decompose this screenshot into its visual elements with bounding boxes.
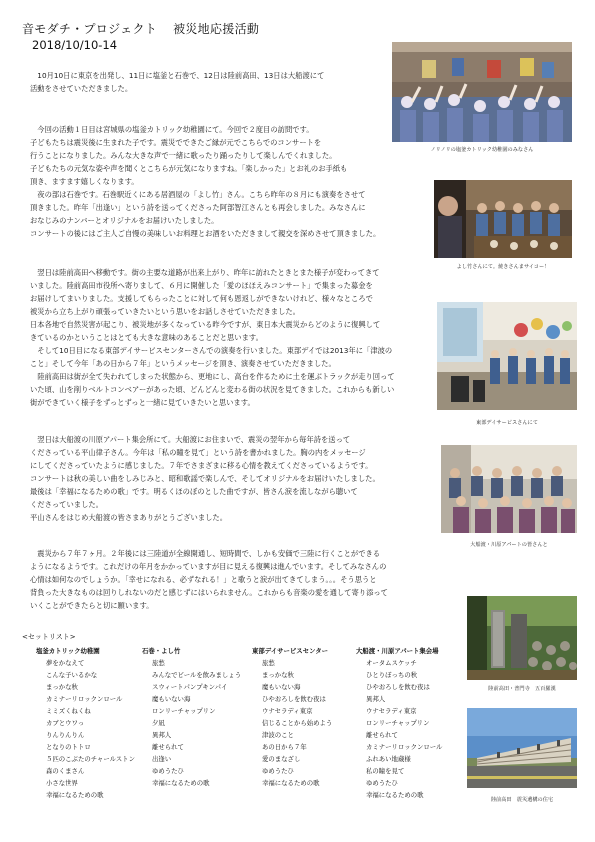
text-line: コンサートは秋の美しい曲をしみじみと、昭和歌謡で楽しんで、そしてオリジナルをお届けいたしました。: [30, 474, 380, 483]
setlist-song: 幸福になるための歌: [46, 791, 104, 799]
setlist-song: ゆめうたひ: [366, 779, 398, 787]
setlist-song: あの日から７年: [262, 743, 307, 751]
setlist-song: ５匹のこぶたのチャールストン: [46, 755, 135, 763]
text-line: いくことができたらと切に願います。: [30, 601, 154, 610]
setlist-song: ロンリーチャップリン: [152, 707, 216, 715]
setlist-song: こんな子いるかな: [46, 671, 98, 679]
setlist-song: 私の瞳を見て: [366, 767, 405, 775]
setlist-venue: 東部デイサービスセンター: [252, 647, 328, 655]
text-line: 夜の部は石巻です。石巻駅近くにある居酒屋の「よし竹」さん。こちら昨年の８月にも演奏をさせて: [30, 190, 366, 199]
text-line: 陸前高田は街が全て失われてしまった状態から、更地にし、高台を作るために土を運ぶトラックが走り回って: [30, 372, 395, 381]
text-line: そして10日目になる東部デイサービスセンターさんでの演奏を行いました。東部デイでは2013年に「津波の: [30, 346, 393, 355]
setlist-song: ゆめうたひ: [262, 767, 294, 775]
setlist-song: 旅愁: [262, 659, 275, 667]
text-line: 今回の活動１日目は宮城県の塩釜カトリック幼稚園にて。今回で２度目の訪問です。: [30, 125, 314, 134]
text-line: コンサートの後にはご主人ご自慢の美味しいお料理とお酒をいただきまして親交を深めさせて頂きました。: [30, 229, 381, 238]
text-line: 街ができていく様子をずっとずっと一緒に見ていきたいと思います。: [30, 398, 255, 407]
setlist-song: 魔もいない海: [152, 695, 191, 703]
setlist-song: 信じることから始めよう: [262, 719, 333, 727]
setlist-song: 異邦人: [152, 731, 172, 739]
project-name: 音モダチ・プロジェクト: [22, 22, 158, 36]
text-line: 子どもたちの元気な姿や声を聞くとこちらが元気になりますね。「楽しかった」とお礼のお手紙も: [30, 164, 348, 173]
text-line: 頂き、ますます嬉しくなります。: [30, 177, 139, 186]
setlist-song: 夕凪: [152, 719, 165, 727]
text-line: ようになるようです。これだけの年月をかかっていますが目に見える復興は進んでいます。そしてみなさんの: [30, 562, 387, 571]
setlist-song: 魔もいない海: [262, 683, 301, 691]
text-line: にしてくださっていたように感じました。７年でさまざまに移る心情を教えてくださっているようです。: [30, 461, 373, 470]
text-line: お届けしてまいりました。支援してもらったことに対して何も恩返しができないけれど、様々なところで: [30, 294, 373, 303]
text-line: 被災から立ち上がり頑張っていきたいという思いをお話しさせていただきました。: [30, 307, 300, 316]
caption-disaster-remains-housing: 陸前高田 震災遺構の住宅: [490, 797, 554, 803]
setlist-song: 異邦人: [366, 695, 386, 703]
text-line: 子どもたちは震災後に生まれた子です。震災でできたご縁が元でこちらでのコンサートを: [30, 138, 322, 147]
text-line: 10月10日に東京を出発し、11日に塩釜と石巻で、12日は陸前高田、13日は大船渡にて: [30, 71, 325, 80]
text-line: 最後は「幸福になるための歌」です。明るくほのぼのとした曲ですが、皆さん涙を流しながら聴いて: [30, 487, 358, 496]
setlist-venue: 塩釜カトリック幼稚園: [36, 647, 100, 655]
setlist-song: カミナーリロックンロール: [366, 743, 443, 751]
caption-tobu-day-service: 東部デイサービスさんにて: [476, 420, 538, 426]
caption-yoshitake: よし竹さんにて。焼きさんまサイコー！: [456, 264, 550, 270]
setlist-song: 森のくまさん: [46, 767, 85, 775]
text-line: 心情は如何なのでしょうか。「幸せになれる、必ずなれる！」と歌うと涙が出てきてしまう。。。そう思うと: [30, 575, 377, 584]
setlist-venue: 大船渡・川原アパート集会場: [356, 647, 439, 655]
text-line: いました。陸前高田市役所へ寄りまして、６月に開催した「愛のほほえみコンサート」で集まった募金を: [30, 281, 373, 290]
caption-fumonji-temple: 陸前高田・普門寺 五百羅漢: [488, 686, 556, 692]
setlist-venue: 石巻・よし竹: [142, 647, 181, 655]
setlist-song: ゆめうたひ: [152, 767, 184, 775]
setlist-song: ウナセラディ東京: [262, 707, 313, 715]
setlist-song: 幸福になるための歌: [262, 779, 320, 787]
setlist-song: 小さな世界: [46, 779, 78, 787]
paragraph-rikuzentakata: [30, 266, 395, 409]
text-line: 背負った大きなものは回りしれないのだと感じずにはいられません。これからも音楽の愛を通して寄り添って: [30, 588, 388, 597]
setlist-song: りんりんりん: [46, 731, 85, 739]
text-line: 活動をさせていただきました。: [30, 84, 133, 93]
setlist-song: ミミズくねくね: [46, 707, 91, 715]
setlist-song: 幸福になるための歌: [366, 791, 424, 799]
text-line: 行うことになりました。みんな大きな声で一緒に歌ったり踊ったりして楽しんでくれました。: [30, 151, 337, 160]
paragraph-closing: [30, 547, 388, 612]
setlist-song: カミナーリロックンロール: [46, 695, 123, 703]
photo-tobu-day-service: [437, 302, 577, 410]
setlist-column-ofunato: [356, 645, 442, 801]
setlist-song: カブとウワっ: [46, 719, 85, 727]
setlist-song: となりのトトロ: [46, 743, 91, 751]
setlist-column-yoshitake: [142, 645, 241, 789]
setlist-song: 出逢い: [152, 755, 172, 763]
setlist-song: ひやおろしを飲む夜は: [366, 683, 430, 691]
text-line: 翌日は大船渡の川原アパート集会所にて。大船渡にお住まいで、震災の翌年から毎年詩を送って: [30, 435, 351, 444]
text-line: 震災から７年７ヶ月。２年後には三陸道が全線開通し、短時間で、しかも安価で三陸に行くことができる: [30, 549, 381, 558]
photo-fumonji-temple: [467, 596, 577, 680]
setlist-song: 夢をかなえて: [46, 659, 85, 667]
setlist-song: ひとりぼっちの秋: [366, 671, 418, 679]
text-line: 頂きました。昨年「出逢い」という詩を送ってくださった阿部智江さんとも再会しました。みなさんに: [30, 203, 366, 212]
setlist-song: 幸福になるための歌: [152, 779, 210, 787]
text-line: いた頃、山を削りベルトコンベアーがあった頃、どんどんと変わる街の状況を見てきました。これからも新しい: [30, 385, 395, 394]
setlist-song: まっかな秋: [262, 671, 294, 679]
setlist-song: 離せられて: [152, 743, 184, 751]
setlist-song: ロンリーチャップリン: [366, 719, 430, 727]
setlist-song: スウィートパンプキンパイ: [152, 683, 228, 691]
text-line: きているのかということはとても大きな意味のあることだと思います。: [30, 333, 263, 342]
page-title: [22, 20, 275, 37]
setlist-song: まっかな秋: [46, 683, 78, 691]
setlist-song: みんなでビールを飲みましょう: [152, 671, 242, 679]
caption-kindergarten: ノリノリの塩釜カトリック幼稚園のみなさん: [430, 147, 534, 153]
paragraph-intro: [30, 69, 324, 95]
text-line: くださっていました。: [30, 500, 103, 509]
text-line: こと」そして今年「あの日から７年」というメッセージを頂き、演奏させていただきました。: [30, 359, 336, 368]
setlist-song: オータムスケッチ: [366, 659, 417, 667]
date-range: 2018/10/10-14: [32, 38, 118, 52]
text-line: おなじみのナンバーとオリジナルをお届けいたしました。: [30, 216, 219, 225]
setlist-column-shiogama: [36, 645, 135, 801]
setlist-song: 旅愁: [152, 659, 165, 667]
setlist-column-tobu: [252, 645, 332, 789]
setlist-song: 愛のまなざし: [262, 755, 301, 763]
text-line: 日本各地で自然災害が起こり、被災地が多くなっている昨今ですが、東日本大震災からどのように復興して: [30, 320, 381, 329]
setlist-heading: <セットリスト>: [22, 633, 76, 641]
photo-kindergarten: [392, 42, 572, 142]
caption-ofunato-apartment: 大船渡・川原アパートの皆さんと: [470, 542, 548, 548]
text-line: くださっている平山律子さん。今年は「私の瞳を見て」という詩を書かれました。胸の内をメッセージ: [30, 448, 366, 457]
photo-disaster-remains-housing: [467, 708, 577, 788]
paragraph-ofunato: [30, 433, 380, 524]
paragraph-shiogama-ishinomaki: [30, 123, 380, 240]
text-line: 平山さんをはじめ大船渡の皆さまありがとうございました。: [30, 513, 228, 522]
photo-ofunato-apartment: [441, 445, 577, 533]
text-line: 翌日は陸前高田へ移動です。街の主要な道路が出来上がり、昨年に訪れたときとまた様子が変わってきて: [30, 268, 380, 277]
setlist-song: ふれあい地蔵様: [366, 755, 411, 763]
setlist-song: ひやおろしを飲む夜は: [262, 695, 326, 703]
activity-name: 被災地応援活動: [173, 22, 260, 36]
photo-yoshitake: [434, 180, 572, 258]
setlist-song: 離せられて: [366, 731, 398, 739]
setlist-song: ウナセラディ東京: [366, 707, 417, 715]
setlist-song: 津波のこと: [262, 731, 294, 739]
